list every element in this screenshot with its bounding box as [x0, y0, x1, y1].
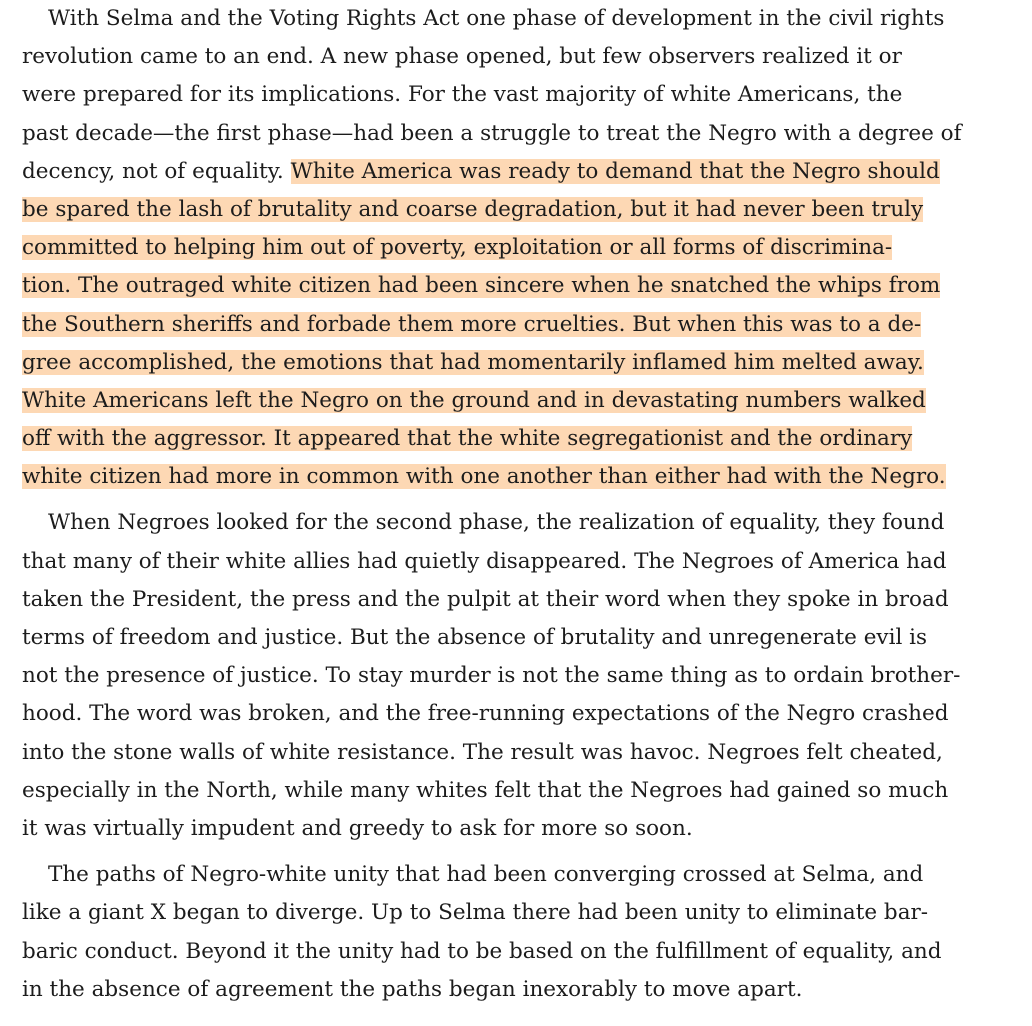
text-line — [22, 191, 1012, 229]
plain-text: that many of their white allies had quietly disappeared. The Negroes of America had — [22, 548, 947, 574]
plain-text: especially in the North, while many whites felt that the Negroes had gained so much — [22, 777, 949, 803]
paragraph-3 — [22, 856, 1012, 1009]
text-line — [22, 657, 1012, 695]
text-line — [22, 306, 1012, 344]
text-line — [22, 504, 1012, 542]
plain-text: hood. The word was broken, and the free-running expectations of the Negro crashed — [22, 701, 949, 727]
plain-text: in the absence of agreement the paths began inexorably to move apart. — [22, 976, 803, 1002]
highlighted-text[interactable]: tion. The outraged white citizen had been sincere when he snatched the whips from — [22, 273, 941, 299]
text-line — [22, 543, 1012, 581]
text-line — [22, 772, 1012, 810]
paragraph-1 — [22, 0, 1012, 496]
plain-text: it was virtually impudent and greedy to ask for more so soon. — [22, 815, 693, 841]
book-page — [22, 0, 1012, 1009]
text-line — [22, 267, 1012, 305]
text-line — [22, 458, 1012, 496]
paragraph-gap — [22, 496, 1012, 504]
plain-text: taken the President, the press and the pulpit at their word when they spoke in broad — [22, 586, 949, 612]
highlighted-text[interactable]: White America was ready to demand that the Negro should — [290, 158, 940, 184]
text-line — [22, 581, 1012, 619]
plain-text: The paths of Negro-white unity that had been converging crossed at Selma, and — [48, 862, 924, 888]
plain-text: decency, not of equality. — [22, 158, 291, 184]
text-line — [22, 894, 1012, 932]
text-line — [22, 971, 1012, 1009]
plain-text: baric conduct. Beyond it the unity had to be based on the fulfillment of equality, and — [22, 938, 942, 964]
plain-text: were prepared for its implications. For the vast majority of white Americans, the — [22, 82, 903, 108]
plain-text: past decade—the first phase—had been a struggle to treat the Negro with a degree of — [22, 120, 962, 146]
highlighted-text[interactable]: gree accomplished, the emotions that had momentarily inflamed him melted away. — [22, 349, 924, 375]
highlighted-text[interactable]: be spared the lash of brutality and coarse degradation, but it had never been truly — [22, 196, 924, 222]
plain-text: With Selma and the Voting Rights Act one phase of development in the civil rights — [48, 6, 945, 31]
paragraph-2 — [22, 504, 1012, 848]
text-line — [22, 734, 1012, 772]
text-line — [22, 0, 1012, 38]
text-line — [22, 76, 1012, 114]
text-line — [22, 153, 1012, 191]
highlighted-text[interactable]: off with the aggressor. It appeared that the white segregationist and the ordinary — [22, 426, 913, 452]
text-line — [22, 856, 1012, 894]
text-line — [22, 229, 1012, 267]
plain-text: When Negroes looked for the second phase, the realization of equality, they found — [48, 510, 945, 536]
text-line — [22, 344, 1012, 382]
plain-text: into the stone walls of white resistance. The result was havoc. Negroes felt cheated, — [22, 739, 943, 765]
highlighted-text[interactable]: the Southern sheriffs and forbade them more cruelties. But when this was to a de- — [22, 311, 922, 337]
plain-text: not the presence of justice. To stay murder is not the same thing as to ordain brother- — [22, 663, 961, 689]
plain-text: revolution came to an end. A new phase opened, but few observers realized it or — [22, 44, 902, 70]
text-line — [22, 695, 1012, 733]
plain-text: like a giant X began to diverge. Up to Selma there had been unity to eliminate bar- — [22, 900, 929, 926]
highlighted-text[interactable]: white citizen had more in common with one another than either had with the Negro. — [22, 464, 946, 490]
text-line — [22, 933, 1012, 971]
text-line — [22, 38, 1012, 76]
plain-text: terms of freedom and justice. But the absence of brutality and unregenerate evil is — [22, 625, 928, 650]
highlighted-text[interactable]: White Americans left the Negro on the ground and in devastating numbers walked — [22, 387, 926, 413]
text-line — [22, 420, 1012, 458]
text-line — [22, 810, 1012, 848]
paragraph-gap — [22, 848, 1012, 856]
text-line — [22, 619, 1012, 657]
highlighted-text[interactable]: committed to helping him out of poverty, exploitation or all forms of discrimina- — [22, 235, 893, 261]
text-line — [22, 115, 1012, 153]
text-line — [22, 382, 1012, 420]
